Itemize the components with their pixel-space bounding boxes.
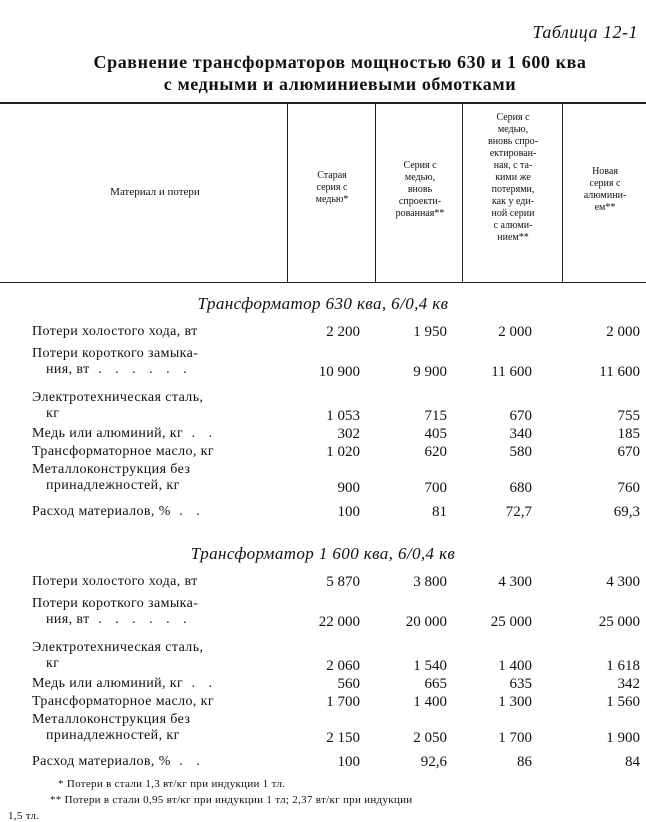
table-cell-value: 635 xyxy=(509,676,532,692)
table-cell-value: 2 150 xyxy=(326,730,360,746)
table-cell-value: 1 400 xyxy=(498,658,532,674)
row-label-text: Электротехническая сталь, xyxy=(32,390,204,405)
row-label xyxy=(32,504,294,520)
row-label xyxy=(32,754,294,770)
table-cell-value: 670 xyxy=(509,408,532,424)
row-label-text: Трансформаторное масло, кг xyxy=(32,444,215,459)
table-cell-value: 185 xyxy=(617,426,640,442)
row-label-text-cont: принадлежностей, кг xyxy=(46,728,180,743)
table-label: Таблица 12-1 xyxy=(532,22,638,42)
table-cell-value: 342 xyxy=(617,676,640,692)
table-cell-value: 10 900 xyxy=(318,364,360,380)
leader-dots: . . xyxy=(183,676,218,691)
table-cell-value: 20 000 xyxy=(405,614,447,630)
table-cell-value: 1 300 xyxy=(498,694,532,710)
header-line: медью* xyxy=(315,194,349,205)
table-cell-value: 670 xyxy=(617,444,640,460)
header-line: медью, xyxy=(404,172,436,183)
row-label-text-cont: ния, вт . . . . . . xyxy=(46,612,192,627)
header-line: Серия с xyxy=(403,160,437,171)
table-cell-value: 25 000 xyxy=(490,614,532,630)
row-label-text: Потери холостого хода, вт xyxy=(32,324,198,339)
row-label xyxy=(32,346,294,378)
row-label-text: Медь или алюминий, кг xyxy=(32,676,184,691)
row-label xyxy=(32,444,294,460)
table-cell-value: 4 300 xyxy=(606,574,640,590)
header-line: ной серии xyxy=(491,208,535,219)
header-line: медью, xyxy=(497,124,529,135)
header-line: ектирован- xyxy=(489,148,537,159)
table-cell-value: 2 000 xyxy=(498,324,532,340)
section-title: Трансформатор 1 600 ква, 6/0,4 кв xyxy=(190,544,456,563)
column-divider xyxy=(287,104,288,282)
header-line: Старая xyxy=(317,170,347,181)
row-label-text-cont: кг xyxy=(46,656,60,671)
row-label xyxy=(32,390,294,422)
table-cell-value: 680 xyxy=(509,480,532,496)
table-cell-value: 1 560 xyxy=(606,694,640,710)
table-cell-value: 760 xyxy=(617,480,640,496)
leader-dots: . . xyxy=(170,754,205,769)
header-col-new-aluminium-series xyxy=(566,166,644,214)
row-label-text: Электротехническая сталь, xyxy=(32,640,204,655)
table-cell-value: 755 xyxy=(617,408,640,424)
header-line: алюмини- xyxy=(583,190,627,201)
row-label-text: Трансформаторное масло, кг xyxy=(32,694,215,709)
header-line: нием** xyxy=(497,232,529,243)
row-label-text: Металлоконструкция без xyxy=(32,462,191,477)
table-cell-value: 405 xyxy=(424,426,447,442)
column-divider xyxy=(562,104,563,282)
table-cell-value: 1 700 xyxy=(326,694,360,710)
header-top-rule xyxy=(0,102,646,104)
header-line: Новая xyxy=(592,166,618,177)
row-label-text-cont: ния, вт . . . . . . xyxy=(46,362,192,377)
table-cell-value: 715 xyxy=(424,408,447,424)
row-label xyxy=(32,462,294,494)
header-line: ем** xyxy=(594,202,616,213)
leader-dots: . . . . . . xyxy=(89,612,192,627)
row-label-text: Потери короткого замыка- xyxy=(32,346,199,361)
row-label xyxy=(32,596,294,628)
column-divider xyxy=(375,104,376,282)
footnote: * Потери в стали 1,3 вт/кг при индукции 1 тл. xyxy=(58,778,286,790)
footnote: 1,5 тл. xyxy=(8,810,40,822)
table-cell-value: 3 800 xyxy=(413,574,447,590)
row-label-text: Металлоконструкция без xyxy=(32,712,191,727)
row-label-text: Расход материалов, % xyxy=(32,504,171,519)
header-line: ная, с та- xyxy=(493,160,533,171)
table-cell-value: 900 xyxy=(337,480,360,496)
table-cell-value: 92,6 xyxy=(420,754,447,770)
table-title-line1: Сравнение трансформаторов мощностью 630 и 1 600 ква xyxy=(93,52,587,72)
header-bottom-rule xyxy=(0,282,646,283)
table-cell-value: 1 540 xyxy=(413,658,447,674)
table-cell-value: 2 060 xyxy=(326,658,360,674)
row-label xyxy=(32,676,294,692)
section-title: Трансформатор 630 ква, 6/0,4 кв xyxy=(197,294,449,313)
table-cell-value: 1 950 xyxy=(413,324,447,340)
row-label xyxy=(32,694,294,710)
row-label-text: Потери холостого хода, вт xyxy=(32,574,198,589)
table-cell-value: 4 300 xyxy=(498,574,532,590)
table-cell-value: 5 870 xyxy=(326,574,360,590)
row-label xyxy=(32,324,294,340)
table-cell-value: 1 053 xyxy=(326,408,360,424)
column-divider xyxy=(462,104,463,282)
header-line: с алюми- xyxy=(493,220,533,231)
row-label-text: Расход материалов, % xyxy=(32,754,171,769)
header-materials: Материал и потери xyxy=(110,186,200,198)
row-label-text-cont: кг xyxy=(46,406,60,421)
table-cell-value: 25 000 xyxy=(598,614,640,630)
table-title-line2: с медными и алюминиевыми обмотками xyxy=(163,74,517,94)
table-cell-value: 86 xyxy=(517,754,532,770)
table-cell-value: 11 600 xyxy=(491,364,532,380)
table-cell-value: 2 000 xyxy=(606,324,640,340)
table-cell-value: 84 xyxy=(625,754,640,770)
table-cell-value: 72,7 xyxy=(505,504,532,520)
row-label xyxy=(32,426,294,442)
row-label-text: Медь или алюминий, кг xyxy=(32,426,184,441)
table-cell-value: 560 xyxy=(337,676,360,692)
table-cell-value: 100 xyxy=(337,504,360,520)
header-col-copper-equal-losses xyxy=(466,112,560,244)
table-cell-value: 665 xyxy=(424,676,447,692)
header-line: серия с xyxy=(589,178,621,189)
header-col-new-copper-series xyxy=(380,160,460,220)
header-line: серия с xyxy=(316,182,348,193)
table-cell-value: 2 050 xyxy=(413,730,447,746)
table-cell-value: 69,3 xyxy=(613,504,640,520)
header-line: рованная** xyxy=(395,208,445,219)
header-line: вновь xyxy=(407,184,433,195)
table-cell-value: 1 900 xyxy=(606,730,640,746)
row-label xyxy=(32,712,294,744)
row-label xyxy=(32,574,294,590)
table-cell-value: 620 xyxy=(424,444,447,460)
table-cell-value: 2 200 xyxy=(326,324,360,340)
header-line: потерями, xyxy=(491,184,535,195)
header-line: вновь спро- xyxy=(488,136,538,147)
table-cell-value: 81 xyxy=(432,504,447,520)
header-col-old-series xyxy=(292,170,372,206)
table-cell-value: 1 700 xyxy=(498,730,532,746)
footnote: ** Потери в стали 0,95 вт/кг при индукции 1 тл; 2,37 вт/кг при индукции xyxy=(50,794,413,806)
header-line: кими же xyxy=(495,172,531,183)
header-line: Серия с xyxy=(496,112,530,123)
table-cell-value: 1 400 xyxy=(413,694,447,710)
table-cell-value: 100 xyxy=(337,754,360,770)
header-line: спроекти- xyxy=(398,196,442,207)
leader-dots: . . . . . . xyxy=(89,362,192,377)
leader-dots: . . xyxy=(170,504,205,519)
table-cell-value: 302 xyxy=(337,426,360,442)
table-cell-value: 22 000 xyxy=(318,614,360,630)
table-cell-value: 340 xyxy=(509,426,532,442)
row-label-text-cont: принадлежностей, кг xyxy=(46,478,180,493)
table-cell-value: 9 900 xyxy=(413,364,447,380)
table-cell-value: 700 xyxy=(424,480,447,496)
table-cell-value: 11 600 xyxy=(599,364,640,380)
header-line: как у еди- xyxy=(491,196,535,207)
table-cell-value: 1 020 xyxy=(326,444,360,460)
table-cell-value: 580 xyxy=(509,444,532,460)
table-cell-value: 1 618 xyxy=(606,658,640,674)
row-label-text: Потери короткого замыка- xyxy=(32,596,199,611)
row-label xyxy=(32,640,294,672)
leader-dots: . . xyxy=(183,426,218,441)
